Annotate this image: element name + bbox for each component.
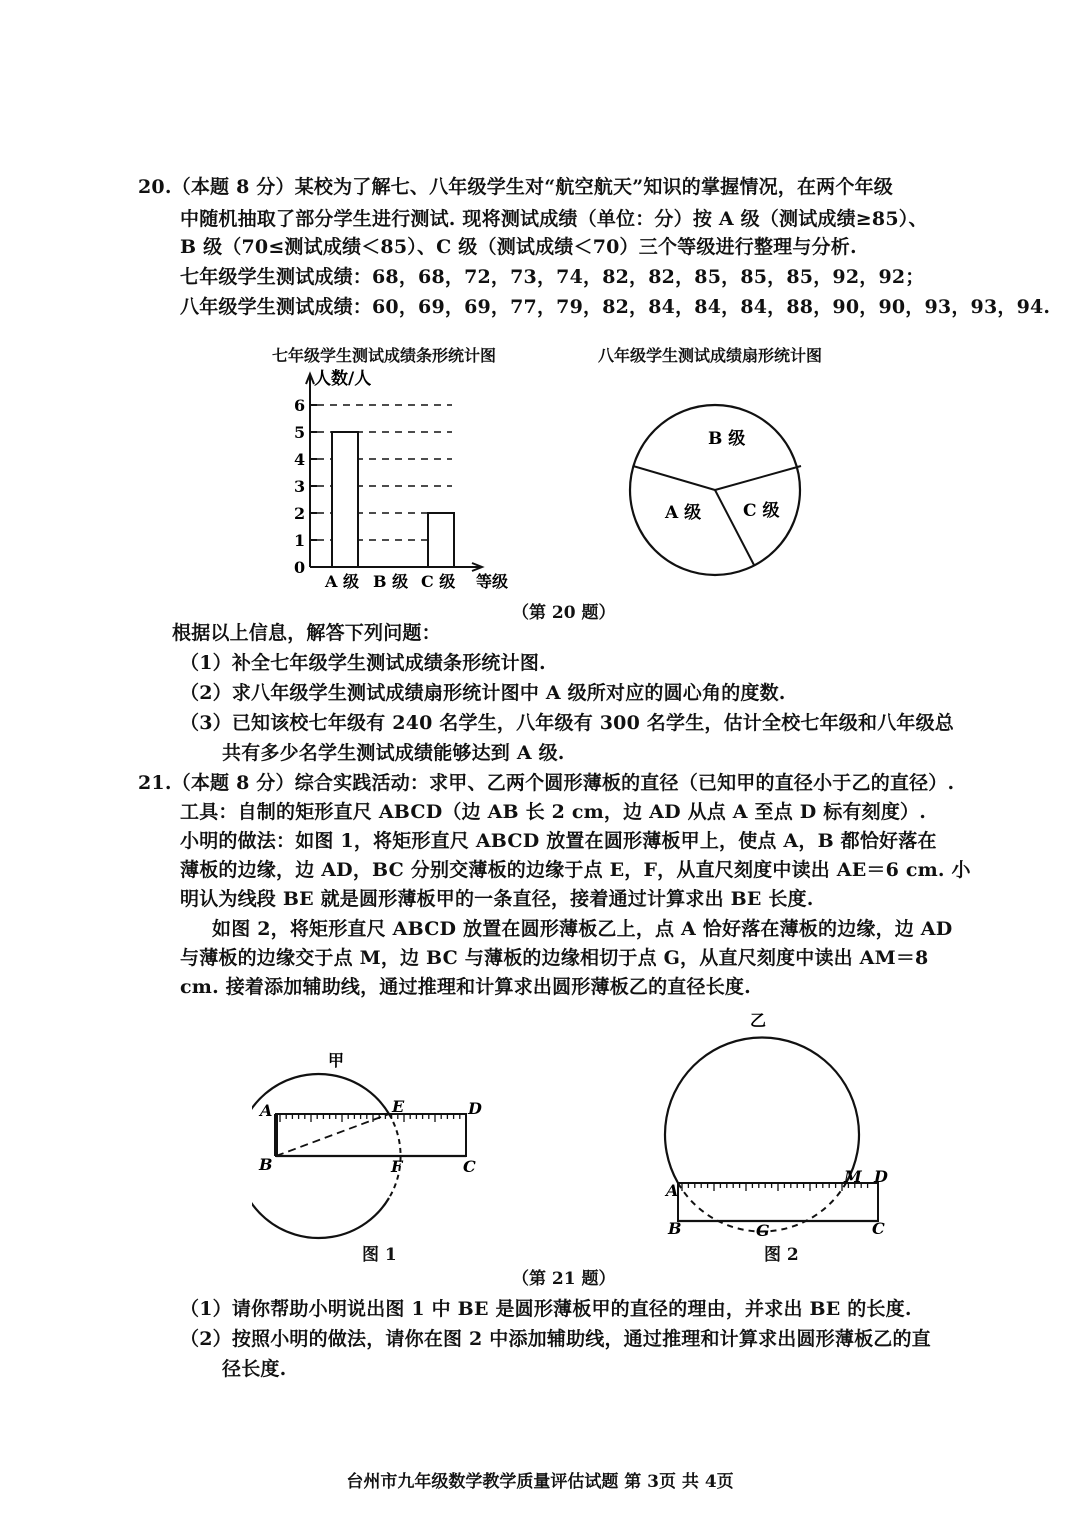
- q21-line-2: 工具：自制的矩形直尺 ABCD（边 AB 长 2 cm，边 AD 从点 A 至点 D 标有刻度）.: [180, 801, 927, 823]
- q20-line-2: 中随机抽取了部分学生进行测试. 现将测试成绩（单位：分）按 A 级（测试成绩≥85）、: [180, 208, 928, 230]
- q21-sub-2a: （2）按照小明的做法，请你在图 2 中添加辅助线，通过推理和计算求出圆形薄板乙的直: [180, 1328, 931, 1350]
- fig1-segment-be: [276, 1114, 389, 1156]
- fig2-caption: 图 2: [764, 1245, 799, 1265]
- y-tick-label: 4: [294, 450, 306, 469]
- x-axis-label: 等级: [476, 572, 509, 591]
- fig1-circle-label: 甲: [328, 1051, 345, 1070]
- q21-line-4: 薄板的边缘，边 AD，BC 分别交薄板的边缘于点 E，F，从直尺刻度中读出 AE＝6 cm. 小: [180, 859, 971, 881]
- fig1-point-f: F: [391, 1157, 403, 1176]
- fig1-point-a: A: [260, 1101, 273, 1120]
- page-footer: 台州市九年级数学教学质量评估试题 第 3页 共 4页: [346, 1472, 734, 1492]
- y-tick-label: 6: [294, 396, 306, 415]
- q21-sub-1: （1）请你帮助小明说出图 1 中 BE 是圆形薄板甲的直径的理由，并求出 BE 的长度.: [180, 1298, 912, 1320]
- figure-1: [252, 1040, 502, 1260]
- x-tick-label: A 级: [325, 572, 359, 591]
- fig1-point-b: B: [259, 1155, 273, 1174]
- y-axis-label: 人数/人: [314, 369, 372, 389]
- y-tick-label: 1: [294, 531, 306, 550]
- q21-line-5: 明认为线段 BE 就是圆形薄板甲的一条直径，接着通过计算求出 BE 长度.: [180, 888, 814, 910]
- fig2-point-d: D: [874, 1167, 888, 1186]
- pie-divider-bc: [715, 466, 801, 490]
- fig1-point-c: C: [463, 1157, 476, 1176]
- y-tick-label: 0: [294, 558, 306, 577]
- q21-line-8: cm. 接着添加辅助线，通过推理和计算求出圆形薄板乙的直径长度.: [180, 976, 751, 998]
- q20-sub-2: （2）求八年级学生测试成绩扇形统计图中 A 级所对应的圆心角的度数.: [180, 682, 786, 704]
- q21-line-3: 小明的做法：如图 1，将矩形直尺 ABCD 放置在圆形薄板甲上，使点 A，B 都恰好落在: [180, 830, 937, 852]
- fig2-point-c: C: [872, 1219, 885, 1238]
- x-tick-label: C 级: [421, 572, 456, 591]
- q21-line-1: 21.（本题 8 分）综合实践活动：求甲、乙两个圆形薄板的直径（已知甲的直径小于乙的直径）.: [138, 772, 955, 794]
- y-tick-label: 3: [294, 477, 306, 496]
- q20-sub-3a: （3）已知该校七年级有 240 名学生，八年级有 300 名学生，估计全校七年级和八年级总: [180, 712, 955, 734]
- q20-line-3: B 级（70≤测试成绩＜85）、C 级（测试成绩＜70）三个等级进行整理与分析.: [180, 236, 857, 258]
- pie-divider-ab: [633, 466, 715, 490]
- fig2-ruler-ticks: [682, 1183, 868, 1191]
- q20-sub-1: （1）补全七年级学生测试成绩条形统计图.: [180, 652, 546, 674]
- pie-label-a: A 级: [665, 503, 702, 523]
- pie-label-c: C 级: [743, 501, 780, 521]
- q20-figure-caption: （第 20 题）: [512, 603, 616, 623]
- q21-line-7: 与薄板的边缘交于点 M，边 BC 与薄板的边缘相切于点 G，从直尺刻度中读出 AM＝8: [180, 947, 929, 969]
- bar-chart-title: 七年级学生测试成绩条形统计图: [272, 346, 497, 365]
- fig1-point-e: E: [392, 1097, 405, 1116]
- q20-line-5: 八年级学生测试成绩：60，69，69，77，79，82，84，84，84，88，90，90，93，93，94.: [180, 296, 1051, 318]
- fig1-ruler: [276, 1114, 466, 1156]
- fig2-circle-label: 乙: [750, 1011, 767, 1030]
- fig2-point-m: M: [844, 1167, 862, 1186]
- fig1-point-d: D: [468, 1099, 482, 1118]
- fig1-ruler-ticks: [280, 1114, 460, 1122]
- q20-intro: 根据以上信息，解答下列问题：: [172, 622, 441, 644]
- pie-chart-title: 八年级学生测试成绩扇形统计图: [598, 346, 823, 365]
- bar: [428, 513, 454, 567]
- y-tick-label: 5: [294, 423, 306, 442]
- x-tick-label: B 级: [373, 572, 409, 591]
- fig2-point-b: B: [668, 1219, 682, 1238]
- figure-2: [660, 1000, 900, 1240]
- fig2-point-a: A: [666, 1181, 679, 1200]
- q20-line-1: 20.（本题 8 分）某校为了解七、八年级学生对“航空航天”知识的掌握情况，在两个年级: [138, 176, 893, 198]
- bar-chart: [280, 362, 540, 592]
- q20-sub-3b: 共有多少名学生测试成绩能够达到 A 级.: [222, 742, 565, 764]
- fig1-caption: 图 1: [362, 1245, 397, 1265]
- pie-label-b: B 级: [708, 429, 746, 449]
- q21-line-6: 如图 2，将矩形直尺 ABCD 放置在圆形薄板乙上，点 A 恰好落在薄板的边缘，边 AD: [212, 918, 953, 940]
- fig2-point-g: G: [756, 1221, 770, 1240]
- pie-chart: [620, 400, 810, 580]
- y-tick-label: 2: [294, 504, 306, 523]
- q21-sub-2b: 径长度.: [222, 1358, 287, 1380]
- fig2-circle: [665, 1037, 859, 1183]
- q21-figure-caption: （第 21 题）: [512, 1269, 616, 1289]
- q20-line-4: 七年级学生测试成绩：68，68，72，73，74，82，82，85，85，85，92，92；: [180, 266, 925, 288]
- bar: [332, 432, 358, 567]
